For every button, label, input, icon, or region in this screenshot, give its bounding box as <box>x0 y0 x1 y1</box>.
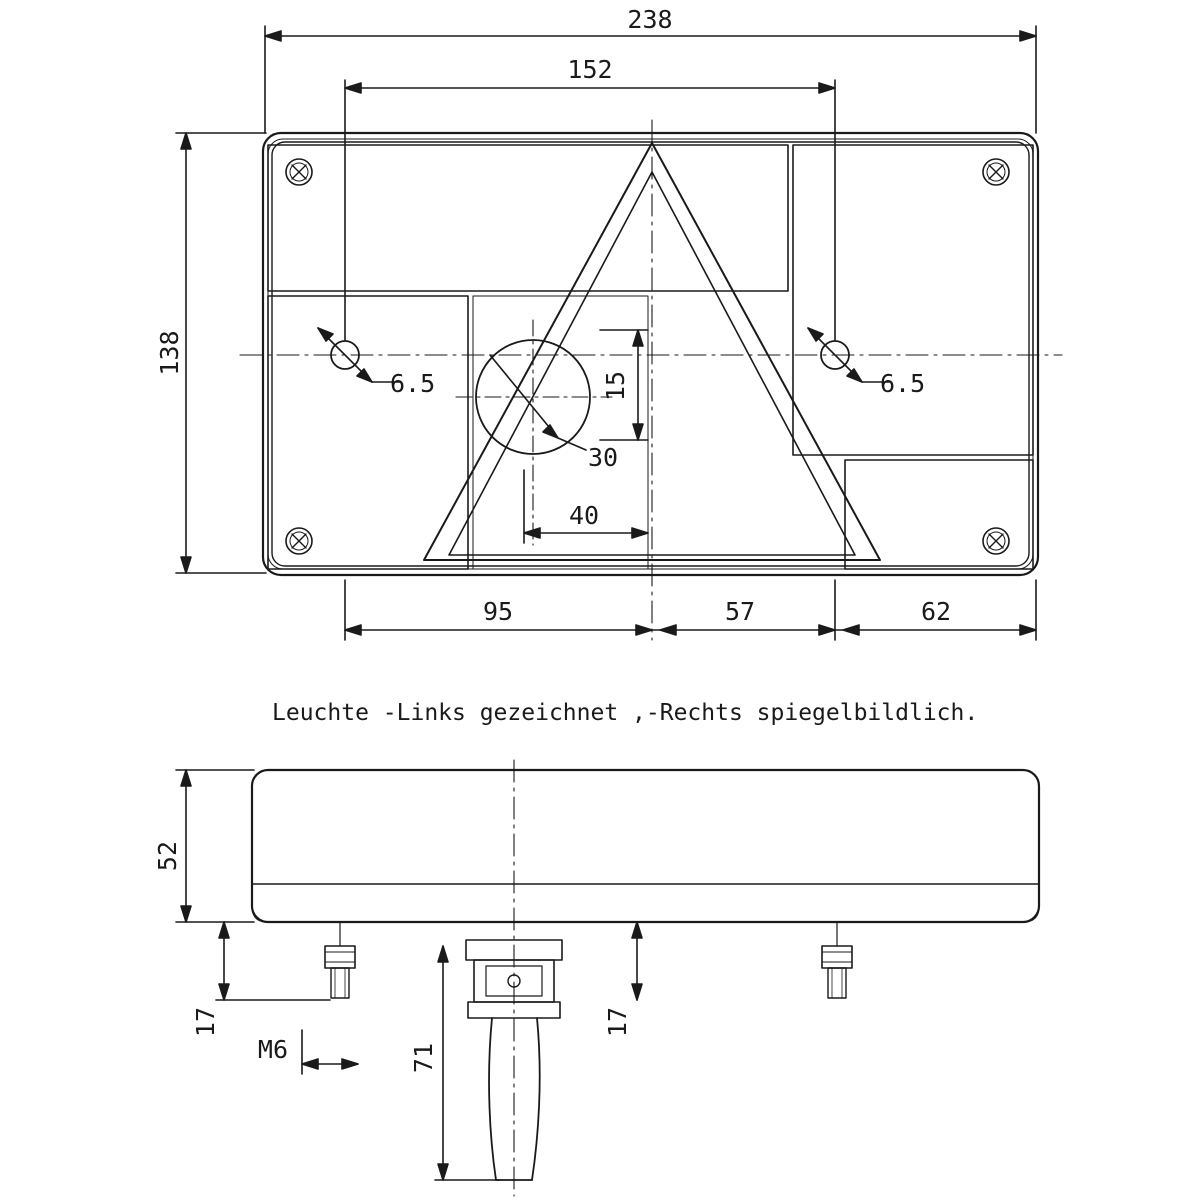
dim-overall-height-138 <box>176 133 266 573</box>
dim-stud-left-17 <box>216 922 330 1000</box>
dim-label-hole-left-6-5: 6.5 <box>390 369 436 398</box>
dim-label-138: 138 <box>155 330 184 376</box>
dim-stud-right-17 <box>629 922 660 1000</box>
dim-overall-width-238 <box>265 26 1036 133</box>
screw-bottom-right <box>983 528 1009 554</box>
dim-label-40: 40 <box>568 501 600 530</box>
lens-panel-frame <box>268 139 1033 569</box>
leader-circle-30 <box>490 355 586 450</box>
dim-label-62: 62 <box>920 597 952 626</box>
dim-label-95: 95 <box>482 597 514 626</box>
centerlines-front <box>240 120 1062 640</box>
lens-upper-left <box>268 145 788 291</box>
screw-top-left <box>286 159 312 185</box>
side-view-body <box>252 770 1039 922</box>
drawing-note: Leuchte -Links gezeichnet ,-Rechts spiegelbildlich. <box>272 700 979 726</box>
dim-label-52: 52 <box>153 840 182 872</box>
dim-label-stud-left-17: 17 <box>191 1006 220 1038</box>
dim-label-71: 71 <box>409 1042 438 1074</box>
lamp-body-outline <box>263 133 1038 575</box>
stud-left <box>325 922 355 998</box>
dim-label-152: 152 <box>567 55 613 84</box>
screw-bottom-left <box>286 528 312 554</box>
dim-label-hole-right-6-5: 6.5 <box>880 369 926 398</box>
lens-upper-right <box>793 145 1033 455</box>
dim-cable-length-71 <box>435 946 500 1180</box>
dim-thread-m6 <box>302 1030 358 1074</box>
lens-lower-right <box>845 460 1033 569</box>
lens-middle-left <box>473 296 648 569</box>
dim-label-57: 57 <box>724 597 756 626</box>
screw-top-right <box>983 159 1009 185</box>
dim-inner-width-152 <box>345 80 835 340</box>
stud-right <box>822 922 852 998</box>
dim-label-m6: M6 <box>257 1035 288 1064</box>
dim-label-stud-right-17: 17 <box>603 1006 632 1038</box>
dim-label-238: 238 <box>627 5 673 34</box>
dim-label-30: 30 <box>588 443 619 472</box>
dim-body-height-52 <box>176 770 254 922</box>
dim-label-15: 15 <box>601 370 630 402</box>
